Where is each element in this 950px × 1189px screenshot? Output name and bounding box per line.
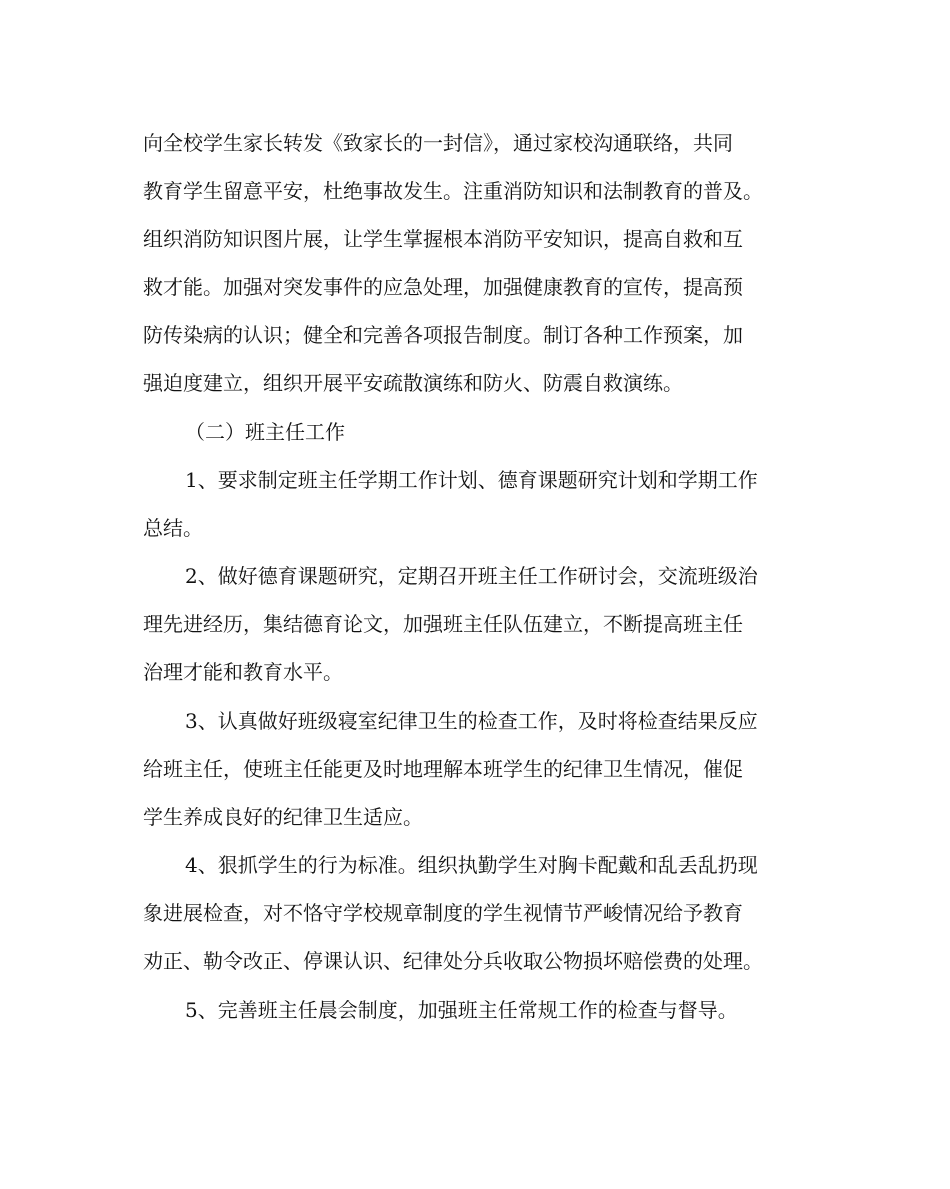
text-line: 1、要求制定班主任学期工作计划、德育课题研究计划和学期工作 xyxy=(185,468,758,492)
text-line: 象进展检查，对不恪守学校规章制度的学生视情节严峻情况给予教育 xyxy=(143,901,743,925)
text-line: 4、狠抓学生的行为标准。组织执勤学生对胸卡配戴和乱丢乱扔现 xyxy=(185,853,758,877)
text-line: 治理才能和教育水平。 xyxy=(143,660,343,684)
text-line: 教育学生留意平安，杜绝事故发生。注重消防知识和法制教育的普及。 xyxy=(143,179,763,203)
text-line: 2、做好德育课题研究，定期召开班主任工作研讨会，交流班级治 xyxy=(185,564,758,588)
text-line: 组织消防知识图片展，让学生掌握根本消防平安知识，提高自救和互 xyxy=(143,227,743,251)
text-line: 理先进经历，集结德育论文，加强班主任队伍建立，不断提高班主任 xyxy=(143,612,743,636)
text-line: 防传染病的认识；健全和完善各项报告制度。制订各种工作预案，加 xyxy=(143,323,743,347)
text-line: 强迫度建立，组织开展平安疏散演练和防火、防震自救演练。 xyxy=(143,371,683,395)
section-heading: （二）班主任工作 xyxy=(185,420,345,444)
text-line: 学生养成良好的纪律卫生适应。 xyxy=(143,805,423,829)
text-line: 给班主任，使班主任能更及时地理解本班学生的纪律卫生情况，催促 xyxy=(143,757,743,781)
text-line: 劝正、勒令改正、停课认识、纪律处分兵收取公物损坏赔偿费的处理。 xyxy=(143,949,763,973)
text-line: 5、完善班主任晨会制度，加强班主任常规工作的检查与督导。 xyxy=(185,998,738,1022)
text-line: 救才能。加强对突发事件的应急处理，加强健康教育的宣传，提高预 xyxy=(143,275,743,299)
text-line: 总结。 xyxy=(143,516,203,540)
text-line: 3、认真做好班级寝室纪律卫生的检查工作，及时将检查结果反应 xyxy=(185,709,758,733)
text-line: 向全校学生家长转发《致家长的一封信》，通过家校沟通联络，共同 xyxy=(143,131,733,155)
